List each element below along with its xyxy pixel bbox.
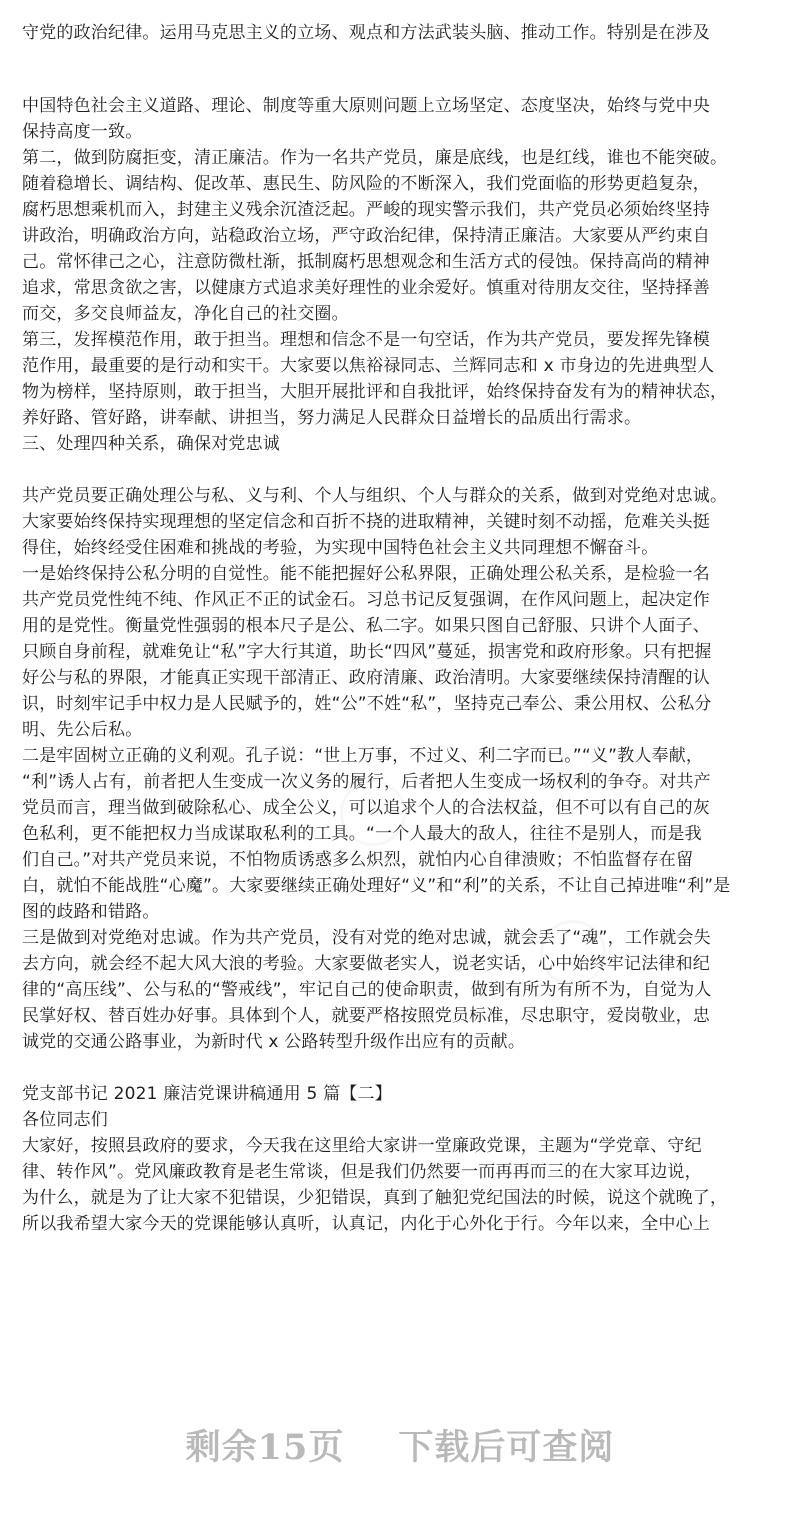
text-line: 律、转作风”。党风廉政教育是老生常谈，但是我们仍然要一而再再而三的在大家耳边说， [22,1162,702,1182]
text-line: 随着稳增长、调结构、促改革、惠民生、防风险的不断深入，我们党面临的形势更趋复杂， [22,174,710,194]
section-heading: 共产党员要正确处理公与私、义与利、个人与组织、个人与群众的关系，做到对党绝对忠诚。 [22,486,728,506]
text-line: 图的歧路和错路。 [22,902,160,922]
text-line: 大家好，按照县政府的要求，今天我在这里给大家讲一堂廉政党课，主题为“学党章、守纪 [22,1136,702,1156]
text-line: 追求，常思贪欲之害，以健康方式追求美好理性的业余爱好。慎重对待朋友交往，坚持择善 [22,278,710,298]
text-line: 去方向，就会经不起大风大浪的考验。大家要做老实人，说老实话，心中始终牢记法律和纪 [22,954,710,974]
text-line: 三是做到对党绝对忠诚。作为共产党员，没有对党的绝对忠诚，就会丢了“魂”，工作就会失 [22,928,711,948]
text-line: 腐朽思想乘机而入，封建主义残余沉渣泛起。严峻的现实警示我们，共产党员必须始终坚持 [22,200,710,220]
text-line: 得住，始终经受住困难和挑战的考验，为实现中国特色社会主义共同理想不懈奋斗。 [22,538,659,558]
text-line: 识，时刻牢记手中权力是人民赋予的，姓“公”不姓“私”，坚持克己奉公、秉公用权、公私分 [22,694,712,714]
text-line: 明、先公后私。 [22,720,143,740]
text-line: 养好路、管好路，讲奉献、讲担当，努力满足人民群众日益增长的品质出行需求。 [22,408,642,428]
text-line: 三、处理四种关系，确保对党忠诚 [22,434,280,454]
text-line: 们自己。”对共产党员来说，不怕物质诱惑多么炽烈，就怕内心自律溃败；不怕监督存在留 [22,850,694,870]
text-line: 守党的政治纪律。运用马克思主义的立场、观点和方法武装头脑、推动工作。特别是在涉及 [22,23,710,43]
text-line: 一是始终保持公私分明的自觉性。能不能把握好公私界限，正确处理公私关系，是检验一名 [22,564,710,584]
text-line: 白，就怕不能战胜“心魔”。大家要继续正确处理好“义”和“利”的关系，不让自己掉进唯“利”是 [22,876,731,896]
text-line: 所以我希望大家今天的党课能够认真听，认真记，内化于心外化于行。今年以来，全中心上 [22,1214,710,1234]
remaining-pages-label: 剩余15页 [185,1427,345,1468]
watermark-logo-icon [540,920,606,986]
document-body [22,0,782,1237]
text-line: 物为榜样，坚持原则，敢于担当，大胆开展批评和自我批评，始终保持奋发有为的精神状态， [22,382,728,402]
text-line: 己。常怀律己之心，注意防微杜渐，抵制腐朽思想观念和生活方式的侵蚀。保持高尚的精神 [22,252,710,272]
text-line: “利”诱人占有，前者把人生变成一次义务的履行，后者把人生变成一场权利的争夺。对共产 [22,772,711,792]
text-line: 共产党员党性纯不纯、作风正不正的试金石。习总书记反复强调，在作风问题上，起决定作 [22,590,710,610]
text-line: 诚党的交通公路事业，为新时代 x 公路转型升级作出应有的贡献。 [22,1032,526,1052]
text-line: 为什么，就是为了让大家不犯错误，少犯错误，真到了触犯党纪国法的时候，说这个就晚了， [22,1188,728,1208]
text-line: 律的“高压线”、公与私的“警戒线”，牢记自己的使命职责，做到有所为有所不为，自觉为人 [22,980,712,1000]
download-hint-label: 下载后可查阅 [398,1427,615,1468]
text-line: 好公与私的界限，才能真正实现干部清正、政府清廉、政治清明。大家要继续保持清醒的认 [22,668,710,688]
text-line: 民掌好权、替百姓办好事。具体到个人，就要严格按照党员标准，尽忠职守，爱岗敬业，忠 [22,1006,710,1026]
text-line: 党员而言，理当做到破除私心、成全公义，可以追求个人的合法权益，但不可以有自己的灰 [22,798,710,818]
cut-off-line [22,0,782,20]
download-banner[interactable] [0,1420,800,1480]
text-line: 二是牢固树立正确的义利观。孔子说：“世上万事，不过义、利二字而已。”“义”教人奉献， [22,746,704,766]
text-line: 大家要始终保持实现理想的坚定信念和百折不挠的进取精神，关键时刻不动摇，危难关头挺 [22,512,710,532]
text-line: 只顾自身前程，就难免让“私”字大行其道，助长“四风”蔓延，损害党和政府形象。只有把握 [22,642,712,662]
salutation: 各位同志们 [22,1110,108,1130]
watermark-logo-icon [340,780,406,846]
text-line: 色私利，更不能把权力当成谋取私利的工具。“一个人最大的敌人，往往不是别人，而是我 [22,824,702,844]
text-line: 第二，做到防腐拒变，清正廉洁。作为一名共产党员，廉是底线，也是红线，谁也不能突破。 [22,148,728,168]
text-line: 讲政治，明确政治方向，站稳政治立场，严守政治纪律，保持清正廉洁。大家要从严约束自 [22,226,710,246]
text-line: 保持高度一致。 [22,122,143,142]
text-line: 范作用，最重要的是行动和实干。大家要以焦裕禄同志、兰辉同志和 x 市身边的先进典型人 [22,356,715,376]
text-line: 而交，多交良师益友，净化自己的社交圈。 [22,304,349,324]
article-title: 党支部书记 2021 廉洁党课讲稿通用 5 篇【二】 [22,1084,392,1104]
text-line: 中国特色社会主义道路、理论、制度等重大原则问题上立场坚定、态度坚决，始终与党中央 [22,96,710,116]
text-line: 第三，发挥模范作用，敢于担当。理想和信念不是一句空话，作为共产党员，要发挥先锋模 [22,330,710,350]
text-line: 用的是党性。衡量党性强弱的根本尺子是公、私二字。如果只图自己舒服、只讲个人面子、 [22,616,710,636]
